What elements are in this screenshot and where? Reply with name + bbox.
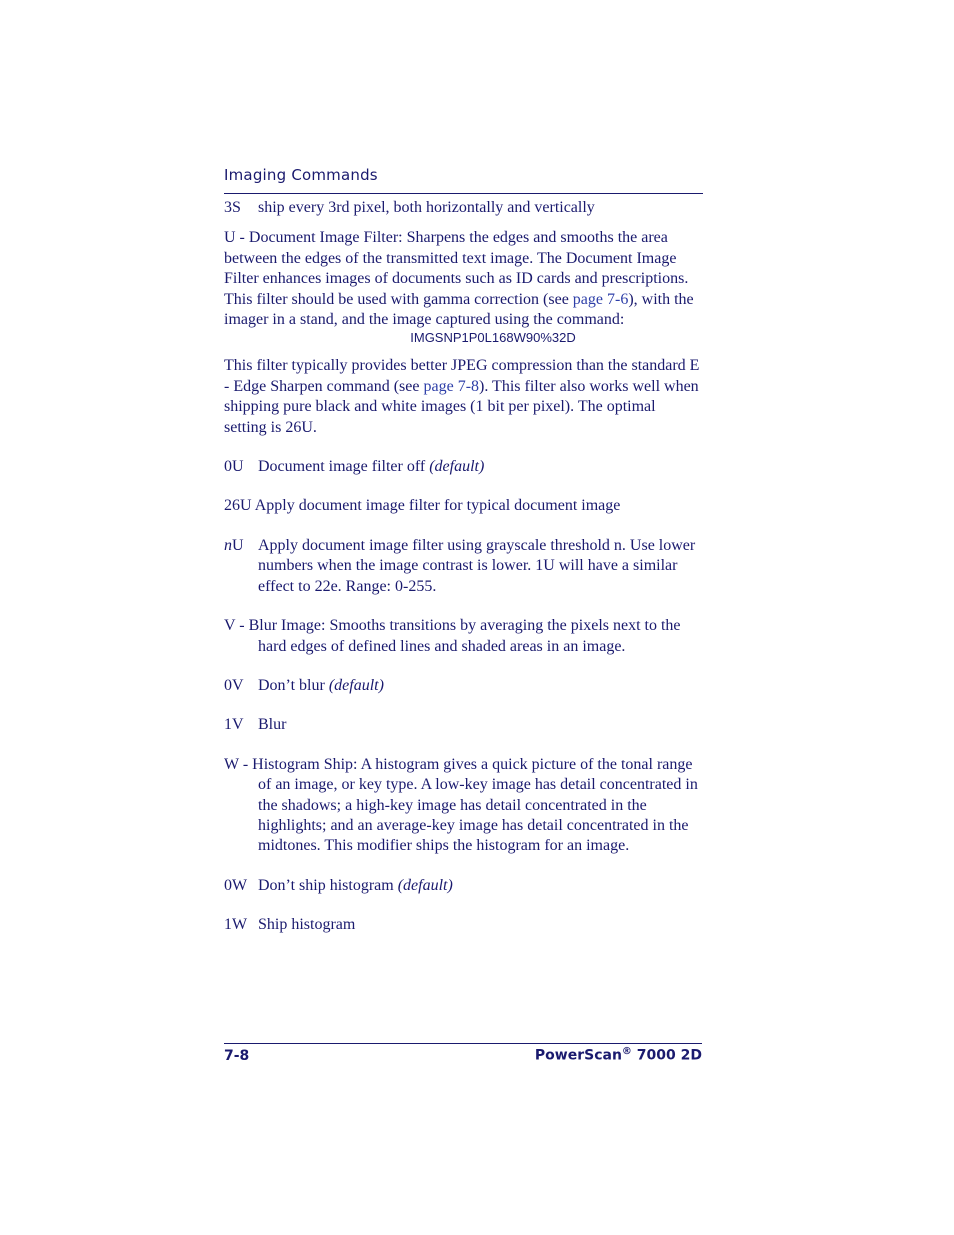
default-note: (default) [328, 676, 384, 694]
u-filter-paragraph-2 [224, 356, 702, 438]
entry-desc [258, 876, 702, 896]
entry-code: 1W [224, 916, 248, 934]
page-link-7-6[interactable]: page 7-6 [572, 290, 629, 308]
entry-0u [224, 457, 702, 477]
entry-code: 0U [224, 458, 244, 476]
entry-0v [224, 676, 702, 696]
product-name [535, 1046, 702, 1064]
entry-1v [224, 715, 702, 735]
default-note: (default) [397, 876, 453, 894]
page-number: 7-8 [224, 1048, 250, 1064]
entry-desc: Blur [258, 716, 287, 734]
u-filter-paragraph [224, 228, 702, 330]
u-filter-text-d: ). This filter also works well when shipping pure black and white images (1 bit per pixel). The optimal setting is 26U. [224, 377, 699, 436]
entry-code-rest: U [232, 536, 244, 554]
entry-nu [224, 536, 702, 597]
entry-desc: Apply document image filter for typical document image [254, 497, 621, 515]
w-histogram-paragraph: W - Histogram Ship: A histogram gives a quick picture of the tonal range of an image, or key type. A low-key image has detail concentrated in the shadows; a high-key image has detail concentrated in the highlights; and an average-key image has detail concentrated in the midtones. This modifier ships the histogram for an image. [224, 755, 698, 855]
u-filter-text-a: U - Document Image Filter: Sharpens the edges and smooths the area between the edges of the transmitted text image. The Document Image Filter enhances images of documents such as ID cards and prescriptions. This filter should be used with gamma correction (see [224, 229, 689, 308]
body-content [224, 198, 702, 936]
section-title: Imaging Commands [224, 166, 378, 184]
entry-desc-text: Document image filter off [258, 458, 430, 476]
product-brand: PowerScan [534, 1047, 622, 1064]
product-model: 7000 2D [631, 1047, 702, 1064]
entry-code: 3S [224, 199, 241, 216]
entry-1w [224, 915, 702, 935]
entry-code: 0V [224, 676, 244, 694]
u-filter-text-b: ), with the imager in a stand, and the image captured using the command: [224, 290, 694, 329]
entry-desc [258, 457, 702, 477]
capture-command: IMGSNP1P0L168W90%32D [410, 330, 576, 346]
entry-desc: Apply document image filter using grayscale threshold n. Use lower numbers when the image contrast is lower. 1U will have a similar effect to 22e. Range: 0-255. [258, 536, 696, 595]
entry-26u [224, 496, 702, 516]
entry-code [224, 536, 258, 597]
entry-desc: ship every 3rd pixel, both horizontally and vertically [258, 199, 595, 216]
entry-desc: Ship histogram [258, 916, 356, 934]
registered-mark: ® [621, 1046, 632, 1057]
entry-desc [258, 676, 702, 696]
entry-code-italic: n [224, 536, 232, 554]
entry-3s [224, 198, 702, 218]
entry-code: 1V [224, 716, 244, 734]
entry-code: 0W [224, 876, 248, 894]
entry-desc-text: Don’t ship histogram [258, 876, 398, 894]
entry-desc-text: Don’t blur [258, 676, 329, 694]
footer-divider [224, 1043, 702, 1044]
u-filter-text-c: This filter typically provides better JPEG compression than the standard E - Edge Sharpen command (see [224, 357, 700, 395]
entry-0w [224, 876, 702, 896]
header-divider [224, 193, 703, 194]
v-blur-paragraph: V - Blur Image: Smooths transitions by averaging the pixels next to the hard edges of defined lines and shaded areas in an image. [224, 617, 681, 655]
page-link-7-8[interactable]: page 7-8 [423, 377, 480, 395]
default-note: (default) [429, 458, 485, 476]
entry-code: 26U [224, 497, 252, 515]
